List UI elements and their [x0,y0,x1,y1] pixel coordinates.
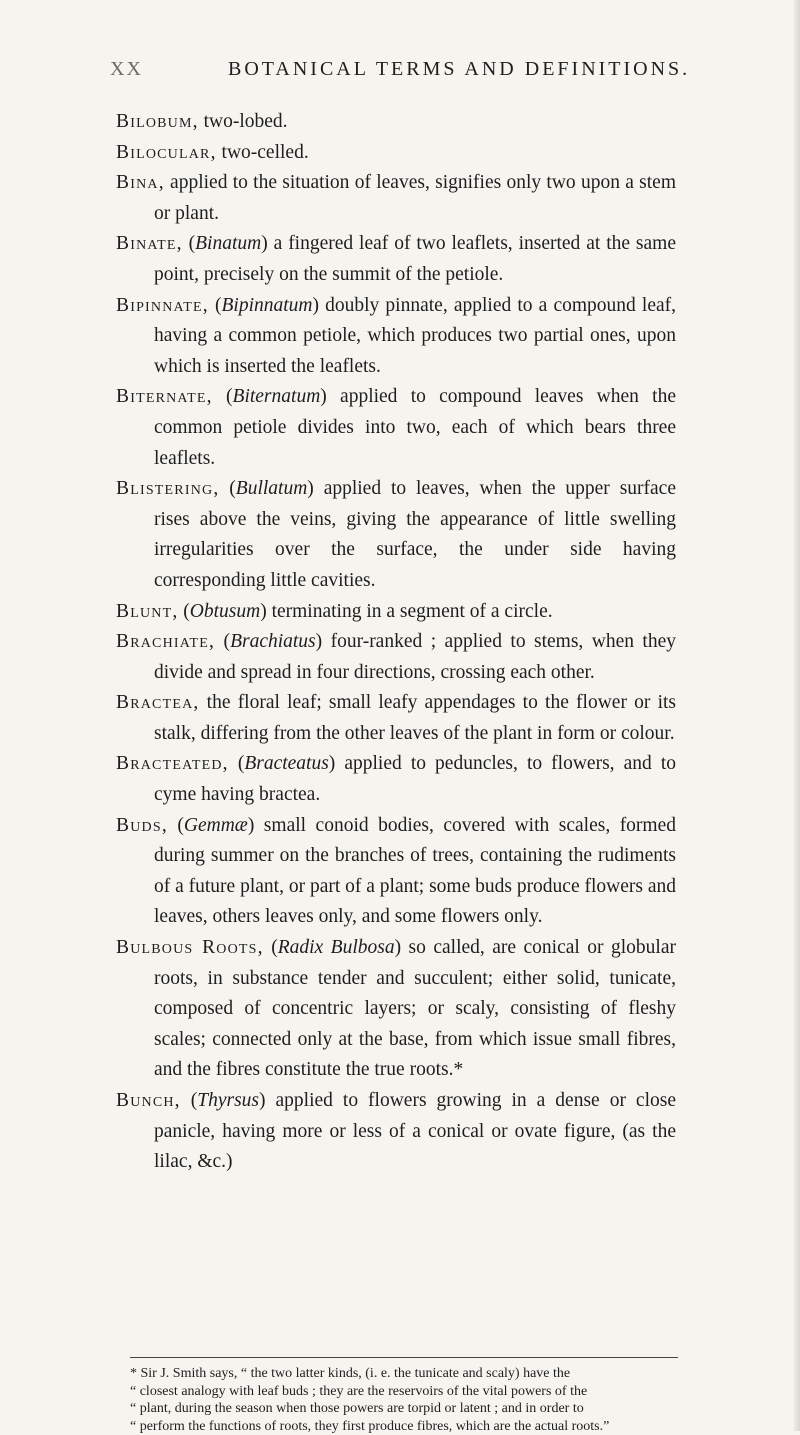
glossary-entry [116,627,676,688]
entry-term: Bipinnate, [116,295,209,316]
open-paren: ( [168,815,184,836]
entry-definition: a fingered leaf of two leaflets, inserted at the same point, precisely on the summit of the petiole. [154,233,676,285]
entry-definition: applied to peduncles, to flowers, and to cyme having bractea. [154,753,676,805]
footnote-line: “ closest analogy with leaf buds ; they are the reservoirs of the vital powers of the [130,1383,690,1401]
entry-definition: applied to flowers growing in a dense or close panicle, having more or less of a conical or ovate figure, (as the lilac, &c.) [154,1090,676,1172]
entry-term: Binate, [116,233,183,254]
running-title: BOTANICAL TERMS AND DEFINITIONS. [228,58,690,81]
footnote-rule [130,1357,678,1358]
entry-term: Bilobum, [116,111,199,132]
page-edge [794,0,800,1431]
glossary-entry [116,474,676,596]
page-header [110,58,710,88]
open-paren: ( [183,233,195,254]
glossary-entry [116,229,676,290]
entry-definition: two-lobed. [199,111,288,132]
glossary-entry [116,1086,676,1178]
entry-latin-name: Binatum [195,233,261,254]
close-paren: ) [260,601,267,622]
entry-term: Buds, [116,815,168,836]
glossary-entry [116,811,676,933]
open-paren: ( [213,386,233,407]
entry-term: Bunch, [116,1090,181,1111]
entry-definition: small conoid bodies, covered with scales, formed during summer on the branches of trees, containing the rudiments of a future plant, or part of a plant; some buds produce flowers and leaves, others leaves only, and some flowers only. [154,815,676,928]
entry-definition: the floral leaf; small leafy appendages to the flower or its stalk, differing from the other leaves of the plant in form or colour. [154,692,676,744]
glossary-entry [116,107,676,138]
entry-term: Brachiate, [116,631,215,652]
entry-latin-name: Biternatum [233,386,321,407]
close-paren: ) [395,937,402,958]
entry-definition: two-celled. [217,142,309,163]
close-paren: ) [313,295,320,316]
glossary-entry [116,749,676,810]
close-paren: ) [307,478,314,499]
footnote-line: “ plant, during the season when those powers are torpid or latent ; and in order to [130,1400,690,1418]
entry-term: Blunt, [116,601,178,622]
glossary-entries [116,107,676,1178]
close-paren: ) [320,386,327,407]
entry-definition: four-ranked ; applied to stems, when they divide and spread in four directions, crossing each other. [154,631,676,683]
entry-definition: applied to the situation of leaves, signifies only two upon a stem or plant. [154,172,676,224]
glossary-entry [116,382,676,474]
footnote [130,1365,690,1435]
close-paren: ) [261,233,268,254]
entry-term: Blistering, [116,478,219,499]
glossary-entry [116,933,676,1086]
entry-latin-name: Radix Bulbosa [278,937,395,958]
open-paren: ( [264,937,278,958]
entry-definition: so called, are conical or globular roots, in substance tender and succulent; either solid, tunicate, composed of concentric layers; or scaly, consisting of fleshy scales; connected only at the base, from which issue small fibres, and the fibres constitute the true roots.* [154,937,676,1080]
entry-term: Bilocular, [116,142,217,163]
page-number: XX [110,58,143,81]
entry-term: Bulbous Roots, [116,937,264,958]
entry-term: Bina, [116,172,165,193]
entry-definition: applied to compound leaves when the common petiole divides into two, each of which bears three leaflets. [154,386,676,468]
glossary-entry [116,688,676,749]
entry-definition: applied to leaves, when the upper surface rises above the veins, giving the appearance of little swelling irregularities over the surface, the under side having corresponding little cavities. [154,478,676,591]
open-paren: ( [181,1090,197,1111]
footnote-line: * Sir J. Smith says, “ the two latter kinds, (i. e. the tunicate and scaly) have the [130,1365,690,1383]
entry-latin-name: Obtusum [190,601,260,622]
footnote-line: “ perform the functions of roots, they first produce fibres, which are the actual roots.” [130,1418,690,1435]
close-paren: ) [316,631,323,652]
entry-latin-name: Bracteatus [244,753,328,774]
close-paren: ) [248,815,255,836]
glossary-entry [116,168,676,229]
open-paren: ( [219,478,235,499]
entry-latin-name: Bullatum [236,478,308,499]
glossary-entry [116,597,676,628]
entry-latin-name: Bipinnatum [222,295,313,316]
close-paren: ) [329,753,336,774]
open-paren: ( [178,601,189,622]
glossary-entry [116,138,676,169]
entry-latin-name: Gemmæ [184,815,248,836]
entry-term: Biternate, [116,386,213,407]
open-paren: ( [229,753,245,774]
entry-latin-name: Brachiatus [230,631,316,652]
close-paren: ) [259,1090,266,1111]
entry-definition: terminating in a segment of a circle. [267,601,553,622]
entry-definition: doubly pinnate, applied to a compound leaf, having a common petiole, which produces two partial ones, upon which is inserted the leaflets. [154,295,676,377]
entry-latin-name: Thyrsus [197,1090,259,1111]
entry-term: Bractea, [116,692,199,713]
open-paren: ( [209,295,222,316]
glossary-entry [116,291,676,383]
open-paren: ( [215,631,230,652]
entry-term: Bracteated, [116,753,229,774]
